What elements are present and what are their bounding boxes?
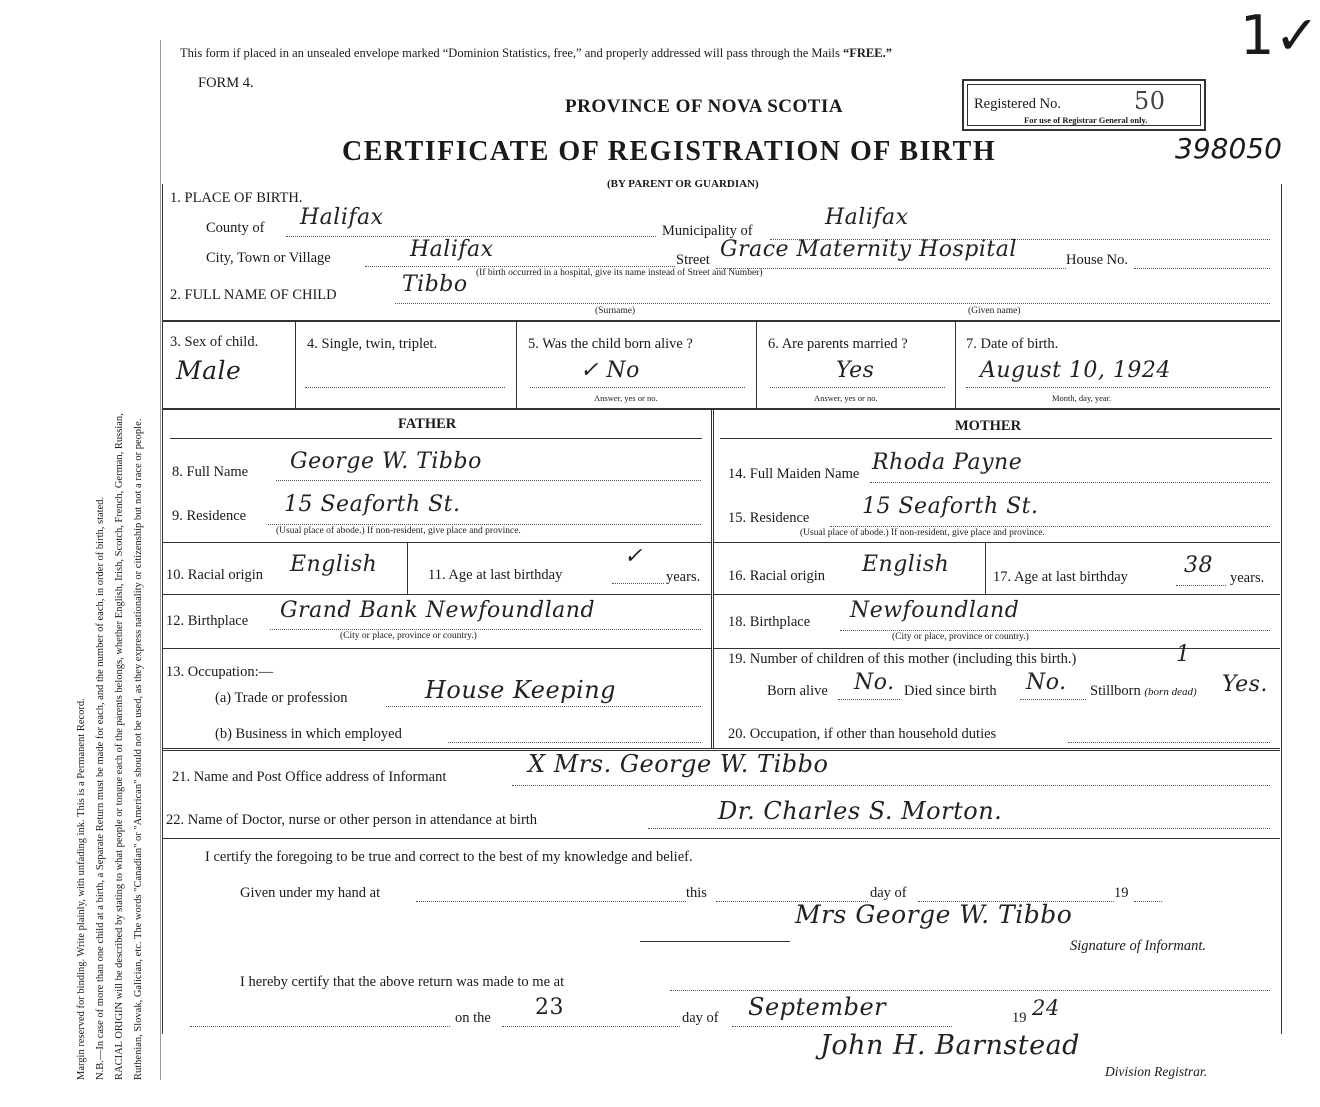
father-age-label: 11. Age at last birthday bbox=[428, 567, 563, 583]
father-age-suffix: years. bbox=[666, 569, 701, 585]
father-name-value: George W. Tibbo bbox=[290, 449, 482, 474]
registration-year-value: 24 bbox=[1032, 996, 1060, 1020]
street-label: Street bbox=[676, 252, 710, 268]
city-value: Halifax bbox=[410, 237, 494, 262]
father-occupation-label: 13. Occupation:— bbox=[166, 664, 274, 680]
given-under-hand-label: Given under my hand at bbox=[240, 885, 381, 901]
mother-heading: MOTHER bbox=[955, 418, 1022, 434]
city-label: City, Town or Village bbox=[206, 250, 331, 266]
day-of-label: day of bbox=[870, 885, 907, 901]
father-racial-label: 10. Racial origin bbox=[166, 567, 264, 583]
born-alive-caption: Answer, yes or no. bbox=[594, 393, 658, 403]
hospital-note: (If birth occurred in a hospital, give its name instead of Street and Number) bbox=[476, 268, 763, 278]
mother-residence-label: 15. Residence bbox=[728, 510, 810, 526]
died-since-birth-value: No. bbox=[1026, 670, 1067, 695]
county-value: Halifax bbox=[300, 205, 384, 230]
surname-caption: (Surname) bbox=[595, 306, 636, 316]
mother-name-label: 14. Full Maiden Name bbox=[728, 466, 860, 482]
father-name-label: 8. Full Name bbox=[172, 464, 249, 480]
informant-signature-caption: Signature of Informant. bbox=[1070, 938, 1207, 954]
given-name-caption: (Given name) bbox=[968, 306, 1021, 316]
registrar-signature: John H. Barnstead bbox=[820, 1030, 1080, 1061]
mother-age-suffix: years. bbox=[1230, 570, 1265, 586]
father-heading: FATHER bbox=[398, 416, 457, 432]
certification-statement: I certify the foregoing to be true and correct to the best of my knowledge and belief. bbox=[205, 849, 693, 865]
mother-racial-value: English bbox=[862, 552, 950, 577]
certificate-title: CERTIFICATE OF REGISTRATION OF BIRTH bbox=[342, 136, 997, 167]
multiple-birth-label: 4. Single, twin, triplet. bbox=[307, 336, 438, 352]
side-note-binding: Margin reserved for binding. Write plainly, with unfading ink. This is a Permanent Record. bbox=[76, 698, 87, 1080]
parents-married-caption: Answer, yes or no. bbox=[814, 393, 878, 403]
born-alive-label: 5. Was the child born alive ? bbox=[528, 336, 693, 352]
father-residence-label: 9. Residence bbox=[172, 508, 247, 524]
registration-year-prefix: 19 bbox=[1012, 1010, 1027, 1026]
business-employed-label: (b) Business in which employed bbox=[215, 726, 402, 742]
form-number: FORM 4. bbox=[198, 75, 254, 91]
stillborn-value: Yes. bbox=[1222, 672, 1268, 697]
born-alive-value: ✓ No bbox=[580, 358, 640, 383]
registration-day-value: 23 bbox=[535, 995, 564, 1020]
registered-number-box bbox=[962, 79, 1206, 131]
father-birthplace-value: Grand Bank Newfoundland bbox=[280, 598, 596, 623]
mother-birthplace-caption: (City or place, province or country.) bbox=[892, 632, 1029, 642]
born-alive-count-label: Born alive bbox=[767, 683, 828, 699]
father-age-value: ✓ bbox=[624, 544, 643, 569]
children-count-value: 1 bbox=[1176, 642, 1191, 667]
father-racial-value: English bbox=[290, 552, 378, 577]
day-of-label-2: day of bbox=[682, 1010, 719, 1026]
registrar-statement: I hereby certify that the above return was made to me at bbox=[240, 974, 565, 990]
informant-signature: Mrs George W. Tibbo bbox=[795, 900, 1073, 929]
mail-notice: This form if placed in an unsealed envelope marked “Dominion Statistics, free,” and properly addressed will pass through the Mails “FREE.” bbox=[180, 46, 892, 60]
child-name-label: 2. FULL NAME OF CHILD bbox=[170, 287, 337, 303]
this-label: this bbox=[686, 885, 707, 901]
mother-birthplace-label: 18. Birthplace bbox=[728, 614, 811, 630]
born-alive-count-value: No. bbox=[854, 670, 895, 695]
house-number-label: House No. bbox=[1066, 252, 1129, 268]
mother-residence-caption: (Usual place of abode.) If non-resident, give place and province. bbox=[800, 528, 1045, 538]
stillborn-label: Stillborn (born dead) bbox=[1090, 683, 1197, 699]
mother-age-value: 38 bbox=[1184, 553, 1213, 578]
municipality-value: Halifax bbox=[825, 205, 909, 230]
mother-age-label: 17. Age at last birthday bbox=[993, 569, 1128, 585]
parents-married-value: Yes bbox=[836, 358, 875, 383]
father-birthplace-label: 12. Birthplace bbox=[166, 613, 249, 629]
attendant-value: Dr. Charles S. Morton. bbox=[718, 797, 1003, 825]
side-note-racial-origin: RACIAL ORIGIN will be described by stating to what people or tongue each of the parents belongs, whether English, Irish, Scotch, French, German, Russian, bbox=[114, 413, 125, 1080]
side-note-racial-origin-cont: Ruthenian, Slovak, Galician, etc. The words "Canadian" or "American" should not be used, as they express nationality or citizenship but not a race or people. bbox=[133, 418, 144, 1080]
parents-married-label: 6. Are parents married ? bbox=[768, 336, 908, 352]
municipality-label: Municipality of bbox=[662, 223, 753, 239]
trade-profession-label: (a) Trade or profession bbox=[215, 690, 348, 706]
father-birthplace-caption: (City or place, province or country.) bbox=[340, 631, 477, 641]
county-label: County of bbox=[206, 220, 265, 236]
mother-birthplace-value: Newfoundland bbox=[850, 598, 1020, 623]
corner-check-mark: 1✓ bbox=[1240, 4, 1320, 67]
mother-name-value: Rhoda Payne bbox=[872, 450, 1023, 475]
registered-label: Registered No. bbox=[974, 96, 1061, 112]
mother-residence-value: 15 Seaforth St. bbox=[862, 494, 1039, 519]
trade-profession-value: House Keeping bbox=[425, 676, 617, 704]
child-surname-value: Tibbo bbox=[402, 272, 468, 297]
informant-value: X Mrs. George W. Tibbo bbox=[528, 750, 829, 778]
registration-month-value: September bbox=[748, 993, 887, 1021]
date-of-birth-caption: Month, day, year. bbox=[1052, 393, 1112, 403]
registered-value: 50 bbox=[1134, 87, 1166, 115]
father-residence-caption: (Usual place of abode.) If non-resident, give place and province. bbox=[276, 526, 521, 536]
attendant-label: 22. Name of Doctor, nurse or other person in attendance at birth bbox=[166, 812, 538, 828]
mother-occupation-label: 20. Occupation, if other than household duties bbox=[728, 726, 997, 742]
registrar-signature-caption: Division Registrar. bbox=[1105, 1064, 1208, 1079]
year-prefix-label: 19 bbox=[1114, 885, 1129, 901]
certificate-number: 398050 bbox=[1175, 132, 1282, 165]
street-value: Grace Maternity Hospital bbox=[720, 237, 1017, 262]
sex-value: Male bbox=[176, 356, 242, 385]
died-since-birth-label: Died since birth bbox=[904, 683, 997, 699]
mother-racial-label: 16. Racial origin bbox=[728, 568, 826, 584]
place-of-birth-heading: 1. PLACE OF BIRTH. bbox=[170, 190, 303, 206]
father-residence-value: 15 Seaforth St. bbox=[284, 492, 461, 517]
on-the-label: on the bbox=[455, 1010, 491, 1026]
informant-label: 21. Name and Post Office address of Informant bbox=[172, 769, 447, 785]
side-note-multiple-births: N.B.—In case of more than one child at a birth, a Separate Return must be made for each, and the number of each, in order of birth, stated. bbox=[95, 496, 106, 1080]
registrar-use-note: For use of Registrar General only. bbox=[1024, 115, 1148, 125]
sex-label: 3. Sex of child. bbox=[170, 334, 259, 350]
date-of-birth-value: August 10, 1924 bbox=[980, 358, 1171, 383]
date-of-birth-label: 7. Date of birth. bbox=[966, 336, 1059, 352]
certificate-subtitle: (BY PARENT OR GUARDIAN) bbox=[607, 178, 759, 190]
children-count-label: 19. Number of children of this mother (including this birth.) bbox=[728, 651, 1077, 667]
binding-margin-line bbox=[160, 40, 161, 1080]
province-heading: PROVINCE OF NOVA SCOTIA bbox=[565, 96, 844, 117]
